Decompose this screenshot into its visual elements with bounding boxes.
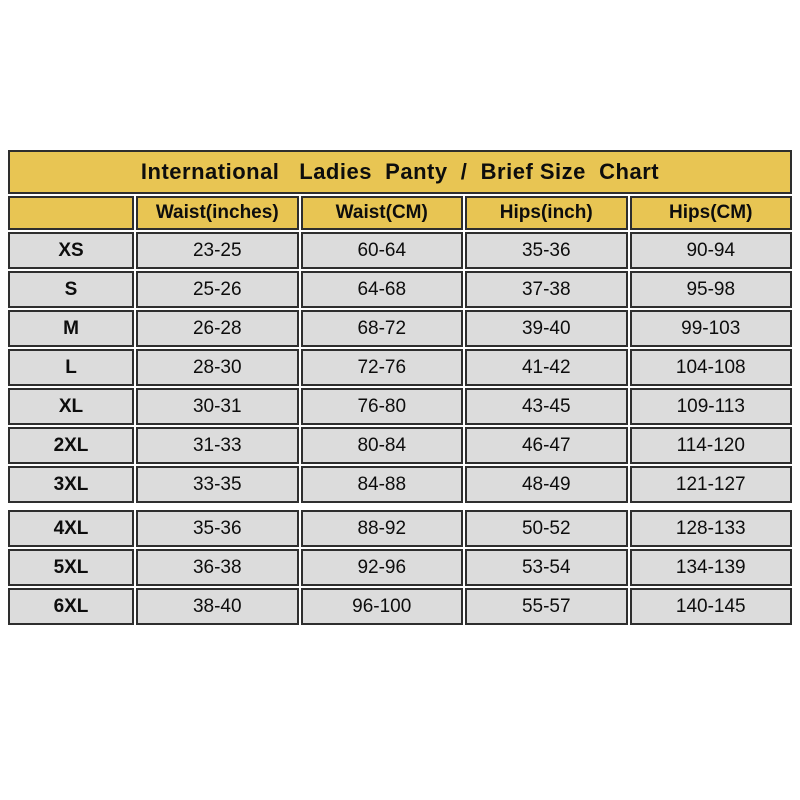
table-row-2xl: [8, 427, 792, 464]
cell-size: M: [8, 310, 134, 347]
table-row-5xl: [8, 549, 792, 586]
cell-waist-cm: 96-100: [301, 588, 464, 625]
cell-size: XS: [8, 232, 134, 269]
cell-waist-cm: 88-92: [301, 510, 464, 547]
cell-hips-cm: 128-133: [630, 510, 793, 547]
cell-size: 4XL: [8, 510, 134, 547]
cell-waist-cm: 84-88: [301, 466, 464, 503]
cell-hips-cm: 95-98: [630, 271, 793, 308]
cell-hips-cm: 90-94: [630, 232, 793, 269]
header-cell-hips-cm: Hips(CM): [630, 196, 793, 230]
cell-waist-cm: 64-68: [301, 271, 464, 308]
cell-hips-cm: 109-113: [630, 388, 793, 425]
header-cell-hips-inch: Hips(inch): [465, 196, 628, 230]
cell-waist-cm: 68-72: [301, 310, 464, 347]
cell-size: 6XL: [8, 588, 134, 625]
cell-hips-cm: 99-103: [630, 310, 793, 347]
table-row-l: [8, 349, 792, 386]
cell-hips-inch: 50-52: [465, 510, 628, 547]
header-row: [8, 196, 792, 230]
cell-waist-inches: 31-33: [136, 427, 299, 464]
cell-size: S: [8, 271, 134, 308]
table-row-s: [8, 271, 792, 308]
cell-size: 5XL: [8, 549, 134, 586]
cell-waist-inches: 25-26: [136, 271, 299, 308]
cell-hips-inch: 46-47: [465, 427, 628, 464]
cell-size: XL: [8, 388, 134, 425]
cell-hips-inch: 43-45: [465, 388, 628, 425]
cell-waist-inches: 38-40: [136, 588, 299, 625]
cell-hips-inch: 55-57: [465, 588, 628, 625]
cell-hips-inch: 35-36: [465, 232, 628, 269]
table-row-xl: [8, 388, 792, 425]
header-cell-waist-cm: Waist(CM): [301, 196, 464, 230]
table-row-3xl: [8, 466, 792, 503]
table-row-m: [8, 310, 792, 347]
cell-waist-inches: 35-36: [136, 510, 299, 547]
cell-waist-inches: 36-38: [136, 549, 299, 586]
cell-waist-inches: 33-35: [136, 466, 299, 503]
cell-hips-inch: 39-40: [465, 310, 628, 347]
table-row-6xl: [8, 588, 792, 625]
cell-hips-cm: 104-108: [630, 349, 793, 386]
cell-size: 2XL: [8, 427, 134, 464]
cell-size: 3XL: [8, 466, 134, 503]
header-cell-waist-inches: Waist(inches): [136, 196, 299, 230]
cell-waist-cm: 76-80: [301, 388, 464, 425]
cell-hips-cm: 121-127: [630, 466, 793, 503]
cell-waist-cm: 80-84: [301, 427, 464, 464]
cell-hips-cm: 140-145: [630, 588, 793, 625]
table-row-xs: [8, 232, 792, 269]
cell-size: L: [8, 349, 134, 386]
cell-hips-inch: 53-54: [465, 549, 628, 586]
cell-waist-cm: 72-76: [301, 349, 464, 386]
cell-waist-inches: 26-28: [136, 310, 299, 347]
header-cell-size: [8, 196, 134, 230]
cell-waist-cm: 60-64: [301, 232, 464, 269]
cell-waist-inches: 28-30: [136, 349, 299, 386]
table-row-4xl: [8, 510, 792, 547]
size-chart-table: [8, 150, 792, 625]
cell-waist-inches: 30-31: [136, 388, 299, 425]
cell-hips-cm: 114-120: [630, 427, 793, 464]
cell-hips-cm: 134-139: [630, 549, 793, 586]
chart-title: International Ladies Panty / Brief Size Chart: [8, 150, 792, 194]
cell-waist-cm: 92-96: [301, 549, 464, 586]
cell-waist-inches: 23-25: [136, 232, 299, 269]
cell-hips-inch: 37-38: [465, 271, 628, 308]
cell-hips-inch: 48-49: [465, 466, 628, 503]
cell-hips-inch: 41-42: [465, 349, 628, 386]
